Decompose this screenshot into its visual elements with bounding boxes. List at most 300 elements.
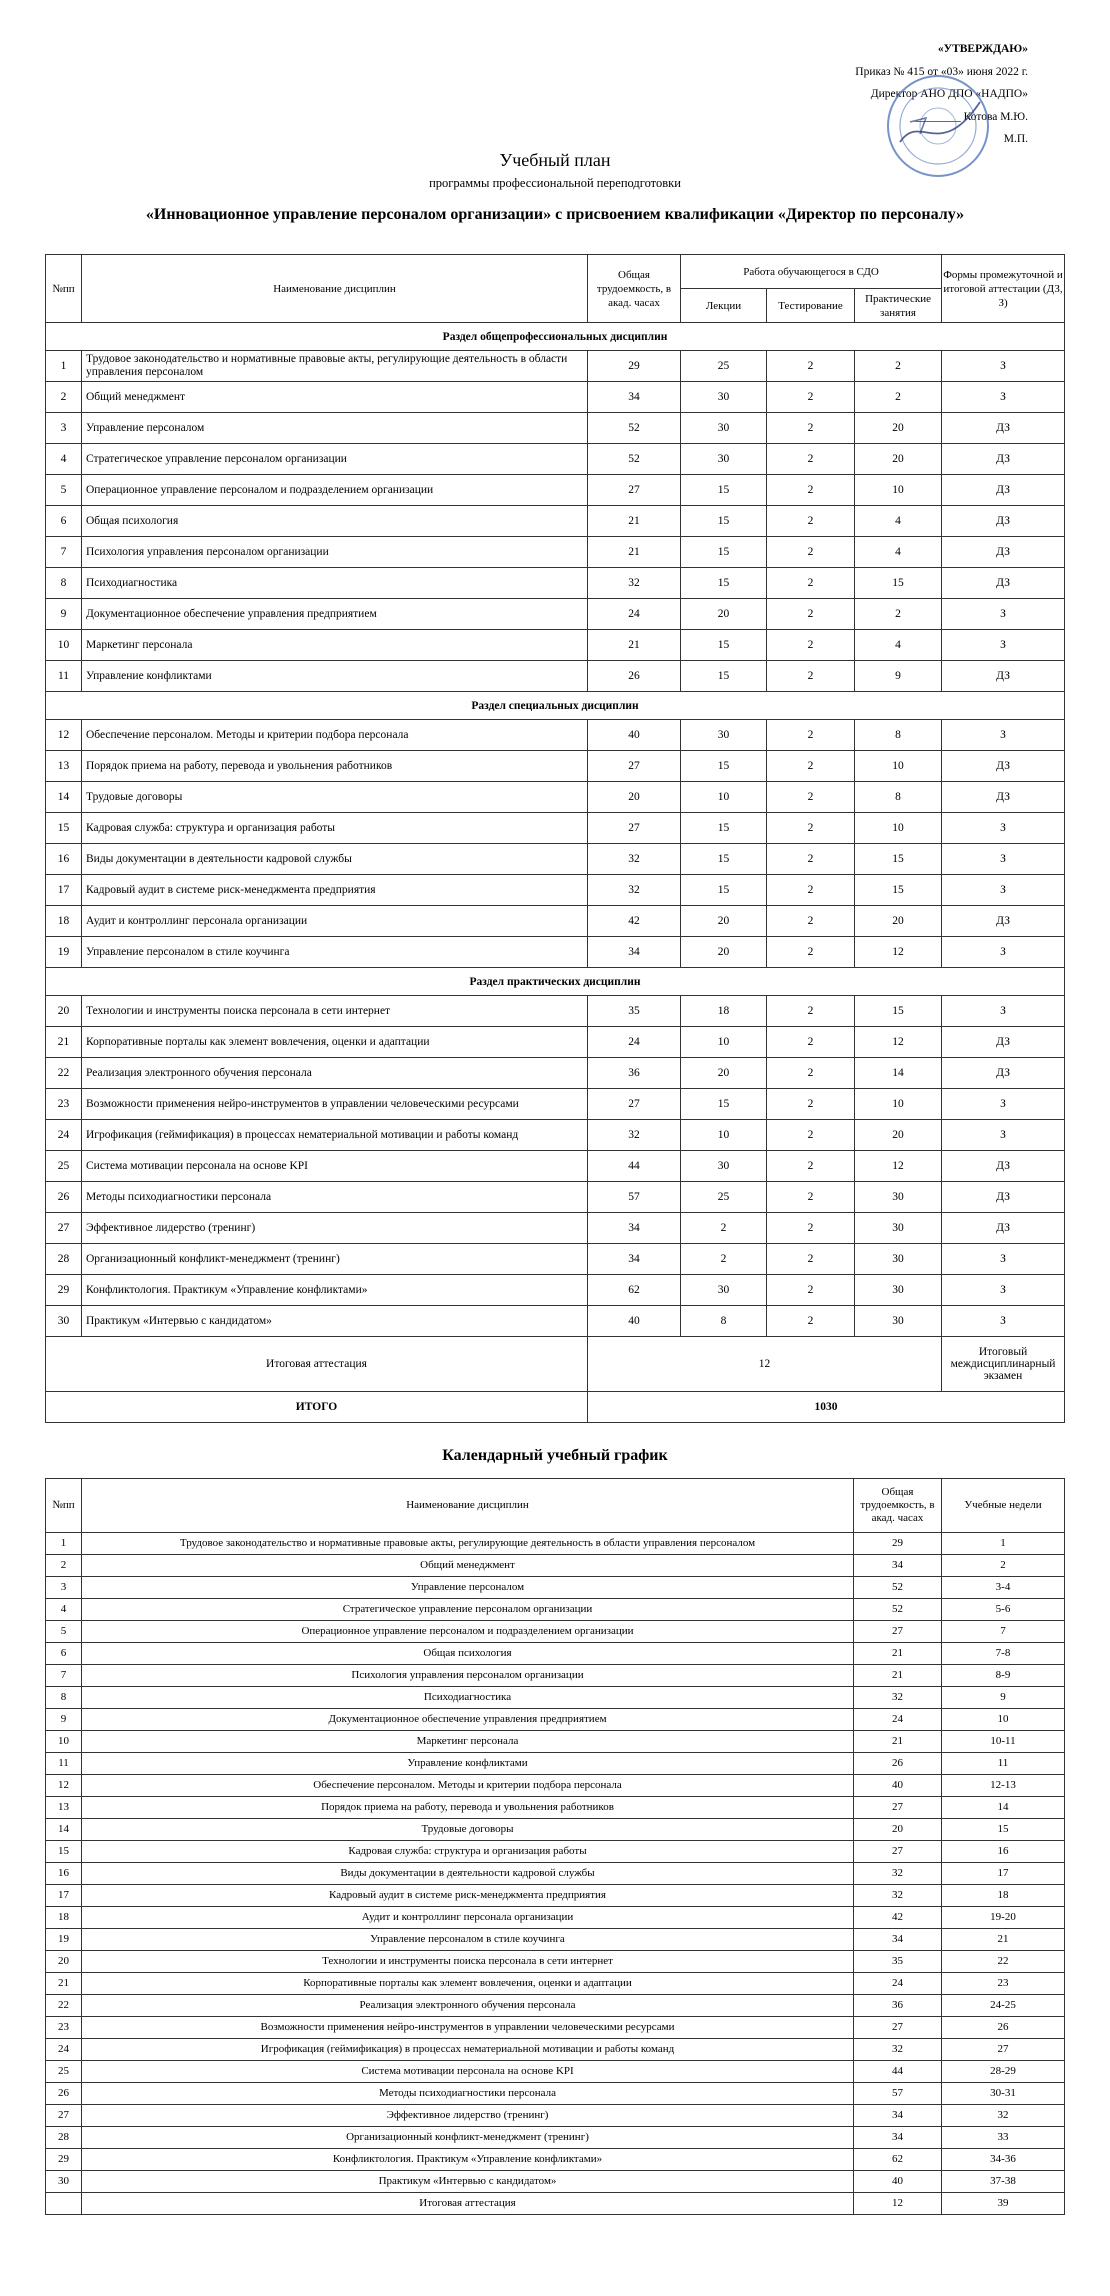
approval-signer: ________ Котова М.Ю. (914, 110, 1028, 123)
cal-row-name: Документационное обеспечение управления предприятием (82, 1709, 854, 1731)
cal-row-hours: 52 (854, 1577, 942, 1599)
table-row (46, 1643, 1065, 1665)
table-row (46, 661, 1065, 692)
cal-row-weeks: 26 (942, 2017, 1065, 2039)
row-testing: 2 (767, 1182, 855, 1213)
total-label: ИТОГО (46, 1392, 588, 1423)
cal-header-hours: Общая трудоемкость, в акад. часах (854, 1479, 942, 1533)
cal-row-name: Возможности применения нейро-инструментов в управлении человеческими ресурсами (82, 2017, 854, 2039)
cal-row-num: 15 (46, 1841, 82, 1863)
row-practice: 30 (855, 1182, 942, 1213)
cal-row-hours: 27 (854, 1797, 942, 1819)
final-attestation-row (46, 1337, 1065, 1392)
row-practice: 4 (855, 506, 942, 537)
cal-row-name: Практикум «Интервью с кандидатом» (82, 2171, 854, 2193)
cal-row-name: Конфликтология. Практикум «Управление конфликтами» (82, 2149, 854, 2171)
cal-row-num: 28 (46, 2127, 82, 2149)
row-hours: 27 (588, 813, 681, 844)
table-row (46, 1621, 1065, 1643)
row-hours: 57 (588, 1182, 681, 1213)
row-hours: 34 (588, 1244, 681, 1275)
cal-row-num: 6 (46, 1643, 82, 1665)
row-name: Виды документации в деятельности кадровой службы (82, 844, 588, 875)
row-practice: 15 (855, 875, 942, 906)
cal-row-num: 14 (46, 1819, 82, 1841)
row-num: 27 (46, 1213, 82, 1244)
table-row (46, 1089, 1065, 1120)
table-row (46, 996, 1065, 1027)
row-testing: 2 (767, 844, 855, 875)
table-row (46, 1182, 1065, 1213)
table-row (46, 1665, 1065, 1687)
cal-row-name: Обеспечение персоналом. Методы и критерии подбора персонала (82, 1775, 854, 1797)
table-row (46, 2127, 1065, 2149)
row-testing: 2 (767, 1027, 855, 1058)
row-hours: 52 (588, 444, 681, 475)
table-row (46, 1841, 1065, 1863)
row-name: Психология управления персоналом организации (82, 537, 588, 568)
row-num: 14 (46, 782, 82, 813)
row-lectures: 2 (681, 1213, 767, 1244)
row-num: 6 (46, 506, 82, 537)
row-name: Конфликтология. Практикум «Управление конфликтами» (82, 1275, 588, 1306)
row-name: Практикум «Интервью с кандидатом» (82, 1306, 588, 1337)
table-row (46, 506, 1065, 537)
cal-row-num: 22 (46, 1995, 82, 2017)
row-form: З (942, 382, 1065, 413)
table-row (46, 2039, 1065, 2061)
row-form: ДЗ (942, 1151, 1065, 1182)
cal-row-name: Общая психология (82, 1643, 854, 1665)
row-testing: 2 (767, 537, 855, 568)
row-name: Стратегическое управление персоналом организации (82, 444, 588, 475)
row-name: Психодиагностика (82, 568, 588, 599)
row-name: Трудовое законодательство и нормативные правовые акты, регулирующие деятельность в области управления персоналом (82, 351, 588, 382)
row-num: 10 (46, 630, 82, 661)
header-num: №пп (46, 255, 82, 323)
row-form: З (942, 1120, 1065, 1151)
row-lectures: 15 (681, 751, 767, 782)
row-form: ДЗ (942, 751, 1065, 782)
cal-row-hours: 21 (854, 1731, 942, 1753)
cal-row-name: Операционное управление персоналом и подразделением организации (82, 1621, 854, 1643)
row-name: Управление персоналом в стиле коучинга (82, 937, 588, 968)
row-testing: 2 (767, 1120, 855, 1151)
row-name: Порядок приема на работу, перевода и увольнения работников (82, 751, 588, 782)
cal-row-weeks: 37-38 (942, 2171, 1065, 2193)
table-row (46, 1885, 1065, 1907)
program-title: «Инновационное управление персоналом организации» с присвоением квалификации «Директор по персоналу» (145, 206, 965, 223)
row-testing: 2 (767, 937, 855, 968)
cal-row-num: 25 (46, 2061, 82, 2083)
row-testing: 2 (767, 568, 855, 599)
row-form: ДЗ (942, 661, 1065, 692)
table-row (46, 844, 1065, 875)
row-hours: 52 (588, 413, 681, 444)
cal-row-num: 11 (46, 1753, 82, 1775)
row-hours: 32 (588, 1120, 681, 1151)
row-testing: 2 (767, 996, 855, 1027)
calendar-table (45, 1478, 1065, 2215)
cal-row-weeks: 24-25 (942, 1995, 1065, 2017)
cal-row-hours: 24 (854, 1709, 942, 1731)
row-practice: 9 (855, 661, 942, 692)
row-name: Операционное управление персоналом и подразделением организации (82, 475, 588, 506)
cal-row-weeks: 18 (942, 1885, 1065, 1907)
cal-row-weeks: 10-11 (942, 1731, 1065, 1753)
row-hours: 40 (588, 1306, 681, 1337)
cal-row-num: 7 (46, 1665, 82, 1687)
table-row (46, 2017, 1065, 2039)
approval-order: Приказ № 415 от «03» июня 2022 г. (855, 65, 1028, 78)
approval-mp: М.П. (1003, 133, 1028, 145)
row-practice: 15 (855, 996, 942, 1027)
row-practice: 30 (855, 1213, 942, 1244)
row-testing: 2 (767, 475, 855, 506)
row-testing: 2 (767, 906, 855, 937)
cal-row-weeks: 7 (942, 1621, 1065, 1643)
row-form: З (942, 937, 1065, 968)
row-num: 23 (46, 1089, 82, 1120)
approval-director: Директор АНО ДПО «НАДПО» (870, 88, 1028, 100)
table-row (46, 382, 1065, 413)
section-header-row (46, 692, 1065, 720)
cal-row-weeks: 8-9 (942, 1665, 1065, 1687)
cal-row-hours: 35 (854, 1951, 942, 1973)
cal-row-num: 10 (46, 1731, 82, 1753)
row-name: Управление персоналом (82, 413, 588, 444)
calendar-title: Календарный учебный график (442, 1447, 668, 1464)
row-num: 7 (46, 537, 82, 568)
row-hours: 20 (588, 782, 681, 813)
row-lectures: 15 (681, 844, 767, 875)
row-lectures: 2 (681, 1244, 767, 1275)
cal-row-hours: 42 (854, 1907, 942, 1929)
cal-row-hours: 34 (854, 2105, 942, 2127)
cal-row-hours: 32 (854, 1687, 942, 1709)
header-lectures: Лекции (681, 289, 767, 323)
row-practice: 14 (855, 1058, 942, 1089)
row-practice: 20 (855, 906, 942, 937)
row-practice: 20 (855, 1120, 942, 1151)
row-num: 25 (46, 1151, 82, 1182)
row-name: Общий менеджмент (82, 382, 588, 413)
row-testing: 2 (767, 720, 855, 751)
row-lectures: 30 (681, 1151, 767, 1182)
cal-row-weeks: 14 (942, 1797, 1065, 1819)
table-row (46, 782, 1065, 813)
row-name: Аудит и контроллинг персонала организации (82, 906, 588, 937)
row-num: 30 (46, 1306, 82, 1337)
row-num: 29 (46, 1275, 82, 1306)
row-name: Система мотивации персонала на основе KPI (82, 1151, 588, 1182)
row-name: Корпоративные порталы как элемент вовлечения, оценки и адаптации (82, 1027, 588, 1058)
table-row (46, 1058, 1065, 1089)
row-lectures: 10 (681, 782, 767, 813)
row-hours: 24 (588, 1027, 681, 1058)
row-testing: 2 (767, 444, 855, 475)
row-practice: 30 (855, 1275, 942, 1306)
row-name: Кадровый аудит в системе риск-менеджмента предприятия (82, 875, 588, 906)
row-practice: 30 (855, 1306, 942, 1337)
page-subtitle: программы профессиональной переподготовки (429, 176, 681, 190)
row-hours: 34 (588, 1213, 681, 1244)
cal-row-num: 23 (46, 2017, 82, 2039)
row-hours: 21 (588, 537, 681, 568)
table-row (46, 2193, 1065, 2215)
cal-row-num: 30 (46, 2171, 82, 2193)
row-name: Кадровая служба: структура и организация работы (82, 813, 588, 844)
row-hours: 44 (588, 1151, 681, 1182)
row-form: ДЗ (942, 1182, 1065, 1213)
table-row (46, 1731, 1065, 1753)
cal-row-name: Итоговая аттестация (82, 2193, 854, 2215)
cal-row-name: Общий менеджмент (82, 1555, 854, 1577)
row-hours: 34 (588, 937, 681, 968)
row-lectures: 18 (681, 996, 767, 1027)
cal-row-hours: 21 (854, 1643, 942, 1665)
table-row (46, 1599, 1065, 1621)
cal-row-weeks: 1 (942, 1533, 1065, 1555)
row-name: Игрофикация (геймификация) в процессах нематериальной мотивации и работы команд (82, 1120, 588, 1151)
total-hours: 1030 (588, 1392, 1065, 1423)
table-row (46, 937, 1065, 968)
row-name: Обеспечение персоналом. Методы и критерии подбора персонала (82, 720, 588, 751)
table-row (46, 1244, 1065, 1275)
row-practice: 2 (855, 351, 942, 382)
cal-row-name: Маркетинг персонала (82, 1731, 854, 1753)
cal-row-name: Организационный конфликт-менеджмент (тренинг) (82, 2127, 854, 2149)
cal-row-name: Технологии и инструменты поиска персонала в сети интернет (82, 1951, 854, 1973)
table-row (46, 1929, 1065, 1951)
cal-row-name: Управление персоналом в стиле коучинга (82, 1929, 854, 1951)
row-num: 20 (46, 996, 82, 1027)
row-practice: 2 (855, 599, 942, 630)
cal-row-num: 27 (46, 2105, 82, 2127)
table-row (46, 1819, 1065, 1841)
cal-row-name: Реализация электронного обучения персонала (82, 1995, 854, 2017)
table-row (46, 1577, 1065, 1599)
row-form: ДЗ (942, 506, 1065, 537)
table-row (46, 1151, 1065, 1182)
cal-row-hours: 29 (854, 1533, 942, 1555)
cal-row-num: 13 (46, 1797, 82, 1819)
row-form: З (942, 720, 1065, 751)
final-hours: 12 (588, 1337, 942, 1392)
row-testing: 2 (767, 782, 855, 813)
cal-row-num: 20 (46, 1951, 82, 1973)
cal-row-name: Кадровый аудит в системе риск-менеджмента предприятия (82, 1885, 854, 1907)
cal-row-name: Управление конфликтами (82, 1753, 854, 1775)
row-num: 24 (46, 1120, 82, 1151)
cal-header-name: Наименование дисциплин (82, 1479, 854, 1533)
table-row (46, 444, 1065, 475)
table-row (46, 813, 1065, 844)
header-work: Работа обучающегося в СДО (681, 255, 942, 289)
cal-row-hours: 32 (854, 1863, 942, 1885)
row-lectures: 15 (681, 537, 767, 568)
table-row (46, 751, 1065, 782)
row-practice: 20 (855, 444, 942, 475)
cal-row-hours: 34 (854, 1555, 942, 1577)
final-form: Итоговый междисциплинарный экзамен (942, 1337, 1065, 1392)
row-testing: 2 (767, 599, 855, 630)
section-header-row (46, 968, 1065, 996)
row-testing: 2 (767, 751, 855, 782)
cal-row-num: 21 (46, 1973, 82, 1995)
table-row (46, 1275, 1065, 1306)
cal-row-hours: 34 (854, 2127, 942, 2149)
section-title: Раздел общепрофессиональных дисциплин (46, 323, 1065, 351)
cal-row-weeks: 3-4 (942, 1577, 1065, 1599)
cal-row-num: 17 (46, 1885, 82, 1907)
cal-row-hours: 40 (854, 2171, 942, 2193)
cal-row-name: Порядок приема на работу, перевода и увольнения работников (82, 1797, 854, 1819)
row-practice: 30 (855, 1244, 942, 1275)
row-hours: 21 (588, 630, 681, 661)
cal-row-weeks: 7-8 (942, 1643, 1065, 1665)
cal-row-hours: 57 (854, 2083, 942, 2105)
row-form: ДЗ (942, 1027, 1065, 1058)
table-row (46, 1797, 1065, 1819)
cal-row-name: Методы психодиагностики персонала (82, 2083, 854, 2105)
cal-row-name: Стратегическое управление персоналом организации (82, 1599, 854, 1621)
row-hours: 40 (588, 720, 681, 751)
row-name: Методы психодиагностики персонала (82, 1182, 588, 1213)
cal-row-name: Трудовые договоры (82, 1819, 854, 1841)
row-form: ДЗ (942, 475, 1065, 506)
row-num: 9 (46, 599, 82, 630)
section-title: Раздел практических дисциплин (46, 968, 1065, 996)
cal-row-weeks: 32 (942, 2105, 1065, 2127)
table-row (46, 351, 1065, 382)
cal-row-name: Аудит и контроллинг персонала организации (82, 1907, 854, 1929)
row-lectures: 30 (681, 413, 767, 444)
table-row (46, 1027, 1065, 1058)
row-num: 12 (46, 720, 82, 751)
page-title: Учебный план (499, 150, 611, 170)
cal-row-name: Виды документации в деятельности кадровой службы (82, 1863, 854, 1885)
row-hours: 26 (588, 661, 681, 692)
curriculum-table (45, 254, 1065, 1423)
row-lectures: 20 (681, 906, 767, 937)
row-num: 13 (46, 751, 82, 782)
row-num: 19 (46, 937, 82, 968)
final-label: Итоговая аттестация (46, 1337, 588, 1392)
cal-row-weeks: 33 (942, 2127, 1065, 2149)
row-practice: 10 (855, 475, 942, 506)
row-practice: 15 (855, 844, 942, 875)
table-row (46, 1753, 1065, 1775)
row-form: ДЗ (942, 413, 1065, 444)
cal-row-num: 12 (46, 1775, 82, 1797)
calendar-header-row (46, 1479, 1065, 1533)
cal-row-hours: 36 (854, 1995, 942, 2017)
section-title: Раздел специальных дисциплин (46, 692, 1065, 720)
table-row (46, 906, 1065, 937)
table-row (46, 599, 1065, 630)
cal-row-hours: 52 (854, 1599, 942, 1621)
cal-row-num: 9 (46, 1709, 82, 1731)
row-lectures: 25 (681, 1182, 767, 1213)
row-form: ДЗ (942, 568, 1065, 599)
row-lectures: 10 (681, 1027, 767, 1058)
row-name: Документационное обеспечение управления предприятием (82, 599, 588, 630)
row-hours: 42 (588, 906, 681, 937)
cal-row-num: 4 (46, 1599, 82, 1621)
cal-row-weeks: 27 (942, 2039, 1065, 2061)
row-testing: 2 (767, 413, 855, 444)
row-name: Маркетинг персонала (82, 630, 588, 661)
cal-row-name: Корпоративные порталы как элемент вовлечения, оценки и адаптации (82, 1973, 854, 1995)
row-lectures: 15 (681, 813, 767, 844)
cal-row-hours: 40 (854, 1775, 942, 1797)
row-form: ДЗ (942, 444, 1065, 475)
row-form: ДЗ (942, 906, 1065, 937)
table-row (46, 1775, 1065, 1797)
row-form: З (942, 351, 1065, 382)
row-num: 18 (46, 906, 82, 937)
row-hours: 21 (588, 506, 681, 537)
row-form: З (942, 1244, 1065, 1275)
cal-row-num: 24 (46, 2039, 82, 2061)
row-num: 22 (46, 1058, 82, 1089)
row-num: 17 (46, 875, 82, 906)
cal-row-weeks: 23 (942, 1973, 1065, 1995)
cal-row-name: Игрофикация (геймификация) в процессах нематериальной мотивации и работы команд (82, 2039, 854, 2061)
cal-row-hours: 12 (854, 2193, 942, 2215)
cal-row-weeks: 2 (942, 1555, 1065, 1577)
row-lectures: 8 (681, 1306, 767, 1337)
cal-row-hours: 34 (854, 1929, 942, 1951)
table-row (46, 2061, 1065, 2083)
row-hours: 32 (588, 568, 681, 599)
row-num: 3 (46, 413, 82, 444)
row-form: ДЗ (942, 537, 1065, 568)
cal-header-weeks: Учебные недели (942, 1479, 1065, 1533)
row-form: З (942, 875, 1065, 906)
header-forms: Формы промежуточной и итоговой аттестации (ДЗ, З) (942, 255, 1065, 323)
total-row (46, 1392, 1065, 1423)
row-practice: 15 (855, 568, 942, 599)
table-row (46, 1973, 1065, 1995)
cal-row-weeks: 28-29 (942, 2061, 1065, 2083)
cal-row-weeks: 10 (942, 1709, 1065, 1731)
cal-row-name: Управление персоналом (82, 1577, 854, 1599)
cal-row-weeks: 11 (942, 1753, 1065, 1775)
row-num: 15 (46, 813, 82, 844)
row-practice: 4 (855, 630, 942, 661)
row-lectures: 30 (681, 720, 767, 751)
cal-row-hours: 27 (854, 2017, 942, 2039)
row-lectures: 15 (681, 630, 767, 661)
row-num: 2 (46, 382, 82, 413)
row-form: З (942, 1306, 1065, 1337)
row-form: З (942, 1275, 1065, 1306)
row-num: 5 (46, 475, 82, 506)
row-testing: 2 (767, 1244, 855, 1275)
table-row (46, 475, 1065, 506)
table-row (46, 568, 1065, 599)
cal-row-weeks: 21 (942, 1929, 1065, 1951)
section-header-row (46, 323, 1065, 351)
row-practice: 4 (855, 537, 942, 568)
row-testing: 2 (767, 506, 855, 537)
cal-row-hours: 24 (854, 1973, 942, 1995)
row-hours: 62 (588, 1275, 681, 1306)
table-row (46, 1213, 1065, 1244)
table-row (46, 1995, 1065, 2017)
